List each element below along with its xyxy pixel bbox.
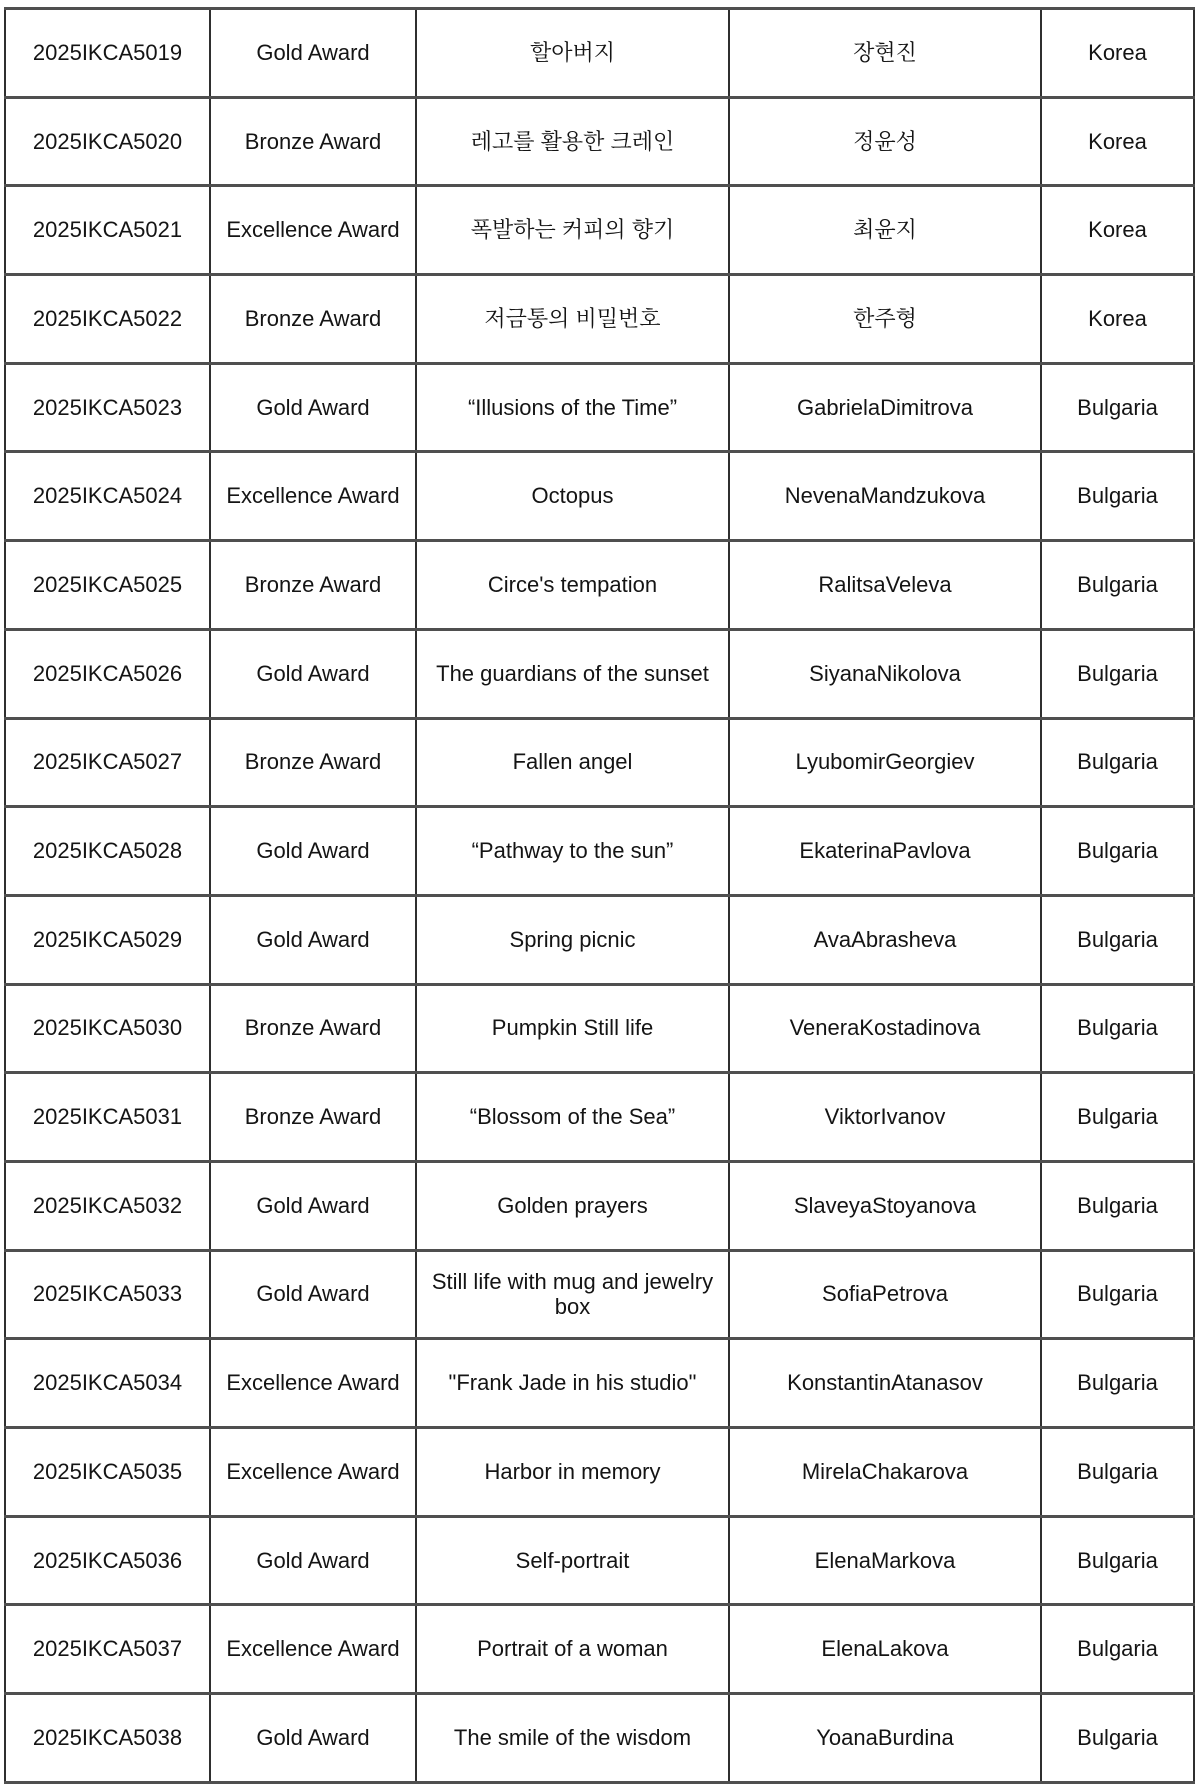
cell-id: 2025IKCA5021	[5, 186, 210, 275]
table-row	[5, 1250, 1194, 1339]
cell-title: 저금통의 비밀번호	[416, 275, 729, 364]
cell-id: 2025IKCA5025	[5, 541, 210, 630]
cell-title: Self-portrait	[416, 1516, 729, 1605]
cell-award: Excellence Award	[210, 1428, 416, 1517]
table-row	[5, 1605, 1194, 1694]
cell-award: Gold Award	[210, 363, 416, 452]
table-row	[5, 718, 1194, 807]
cell-name: LyubomirGeorgiev	[729, 718, 1041, 807]
table-row	[5, 1073, 1194, 1162]
table-row	[5, 1161, 1194, 1250]
cell-id: 2025IKCA5036	[5, 1516, 210, 1605]
cell-name: MirelaChakarova	[729, 1428, 1041, 1517]
cell-award: Gold Award	[210, 807, 416, 896]
cell-id: 2025IKCA5032	[5, 1161, 210, 1250]
cell-country: Bulgaria	[1041, 1250, 1194, 1339]
cell-country: Bulgaria	[1041, 1605, 1194, 1694]
cell-id: 2025IKCA5037	[5, 1605, 210, 1694]
cell-award: Excellence Award	[210, 186, 416, 275]
cell-title: Spring picnic	[416, 895, 729, 984]
cell-title: Fallen angel	[416, 718, 729, 807]
table-row	[5, 895, 1194, 984]
cell-country: Korea	[1041, 186, 1194, 275]
cell-name: 정윤성	[729, 97, 1041, 186]
table-row	[5, 9, 1194, 98]
cell-title: “Illusions of the Time”	[416, 363, 729, 452]
cell-name: EkaterinaPavlova	[729, 807, 1041, 896]
cell-id: 2025IKCA5027	[5, 718, 210, 807]
cell-id: 2025IKCA5022	[5, 275, 210, 364]
cell-title: 할아버지	[416, 9, 729, 98]
cell-id: 2025IKCA5024	[5, 452, 210, 541]
cell-country: Bulgaria	[1041, 1339, 1194, 1428]
cell-id: 2025IKCA5031	[5, 1073, 210, 1162]
cell-name: 장현진	[729, 9, 1041, 98]
cell-award: Gold Award	[210, 1250, 416, 1339]
cell-award: Bronze Award	[210, 718, 416, 807]
table-row	[5, 97, 1194, 186]
cell-country: Bulgaria	[1041, 1694, 1194, 1783]
cell-name: AvaAbrasheva	[729, 895, 1041, 984]
cell-name: GabrielaDimitrova	[729, 363, 1041, 452]
cell-country: Bulgaria	[1041, 1516, 1194, 1605]
cell-name: SofiaPetrova	[729, 1250, 1041, 1339]
cell-name: ElenaLakova	[729, 1605, 1041, 1694]
cell-title: The guardians of the sunset	[416, 629, 729, 718]
cell-name: KonstantinAtanasov	[729, 1339, 1041, 1428]
cell-country: Bulgaria	[1041, 363, 1194, 452]
table-row	[5, 452, 1194, 541]
cell-title: 레고를 활용한 크레인	[416, 97, 729, 186]
cell-name: ElenaMarkova	[729, 1516, 1041, 1605]
cell-country: Bulgaria	[1041, 807, 1194, 896]
cell-country: Korea	[1041, 9, 1194, 98]
cell-country: Bulgaria	[1041, 984, 1194, 1073]
cell-id: 2025IKCA5035	[5, 1428, 210, 1517]
cell-id: 2025IKCA5029	[5, 895, 210, 984]
table-row	[5, 1516, 1194, 1605]
table-row	[5, 807, 1194, 896]
awards-table-body	[5, 9, 1194, 1783]
cell-award: Gold Award	[210, 1694, 416, 1783]
table-row	[5, 1428, 1194, 1517]
cell-title: "Frank Jade in his studio"	[416, 1339, 729, 1428]
cell-id: 2025IKCA5033	[5, 1250, 210, 1339]
cell-award: Bronze Award	[210, 275, 416, 364]
cell-title: Octopus	[416, 452, 729, 541]
cell-award: Gold Award	[210, 629, 416, 718]
table-row	[5, 275, 1194, 364]
cell-name: SlaveyaStoyanova	[729, 1161, 1041, 1250]
table-row	[5, 541, 1194, 630]
cell-title: Pumpkin Still life	[416, 984, 729, 1073]
cell-country: Bulgaria	[1041, 895, 1194, 984]
table-row	[5, 1339, 1194, 1428]
cell-id: 2025IKCA5038	[5, 1694, 210, 1783]
cell-title: “Pathway to the sun”	[416, 807, 729, 896]
cell-title: Still life with mug and jewelry box	[416, 1250, 729, 1339]
cell-id: 2025IKCA5019	[5, 9, 210, 98]
cell-country: Bulgaria	[1041, 1428, 1194, 1517]
cell-award: Excellence Award	[210, 452, 416, 541]
cell-title: Circe's tempation	[416, 541, 729, 630]
cell-name: 한주형	[729, 275, 1041, 364]
table-row	[5, 629, 1194, 718]
cell-award: Gold Award	[210, 1516, 416, 1605]
cell-award: Gold Award	[210, 895, 416, 984]
cell-id: 2025IKCA5030	[5, 984, 210, 1073]
cell-name: ViktorIvanov	[729, 1073, 1041, 1162]
cell-id: 2025IKCA5034	[5, 1339, 210, 1428]
cell-title: “Blossom of the Sea”	[416, 1073, 729, 1162]
cell-title: 폭발하는 커피의 향기	[416, 186, 729, 275]
cell-name: RalitsaVeleva	[729, 541, 1041, 630]
cell-id: 2025IKCA5023	[5, 363, 210, 452]
cell-country: Korea	[1041, 97, 1194, 186]
cell-country: Bulgaria	[1041, 629, 1194, 718]
cell-award: Bronze Award	[210, 541, 416, 630]
cell-name: VeneraKostadinova	[729, 984, 1041, 1073]
awards-table	[4, 7, 1195, 1784]
cell-award: Excellence Award	[210, 1339, 416, 1428]
cell-award: Bronze Award	[210, 1073, 416, 1162]
cell-country: Bulgaria	[1041, 452, 1194, 541]
cell-title: The smile of the wisdom	[416, 1694, 729, 1783]
cell-id: 2025IKCA5026	[5, 629, 210, 718]
cell-name: 최윤지	[729, 186, 1041, 275]
cell-country: Bulgaria	[1041, 718, 1194, 807]
cell-name: YoanaBurdina	[729, 1694, 1041, 1783]
table-row	[5, 984, 1194, 1073]
cell-country: Bulgaria	[1041, 1073, 1194, 1162]
cell-award: Gold Award	[210, 9, 416, 98]
cell-title: Golden prayers	[416, 1161, 729, 1250]
table-row	[5, 186, 1194, 275]
cell-country: Bulgaria	[1041, 1161, 1194, 1250]
cell-title: Harbor in memory	[416, 1428, 729, 1517]
cell-id: 2025IKCA5020	[5, 97, 210, 186]
cell-id: 2025IKCA5028	[5, 807, 210, 896]
table-row	[5, 1694, 1194, 1783]
cell-title: Portrait of a woman	[416, 1605, 729, 1694]
cell-award: Excellence Award	[210, 1605, 416, 1694]
cell-name: NevenaMandzukova	[729, 452, 1041, 541]
cell-country: Bulgaria	[1041, 541, 1194, 630]
cell-award: Bronze Award	[210, 97, 416, 186]
cell-award: Bronze Award	[210, 984, 416, 1073]
cell-award: Gold Award	[210, 1161, 416, 1250]
cell-name: SiyanaNikolova	[729, 629, 1041, 718]
table-row	[5, 363, 1194, 452]
cell-country: Korea	[1041, 275, 1194, 364]
